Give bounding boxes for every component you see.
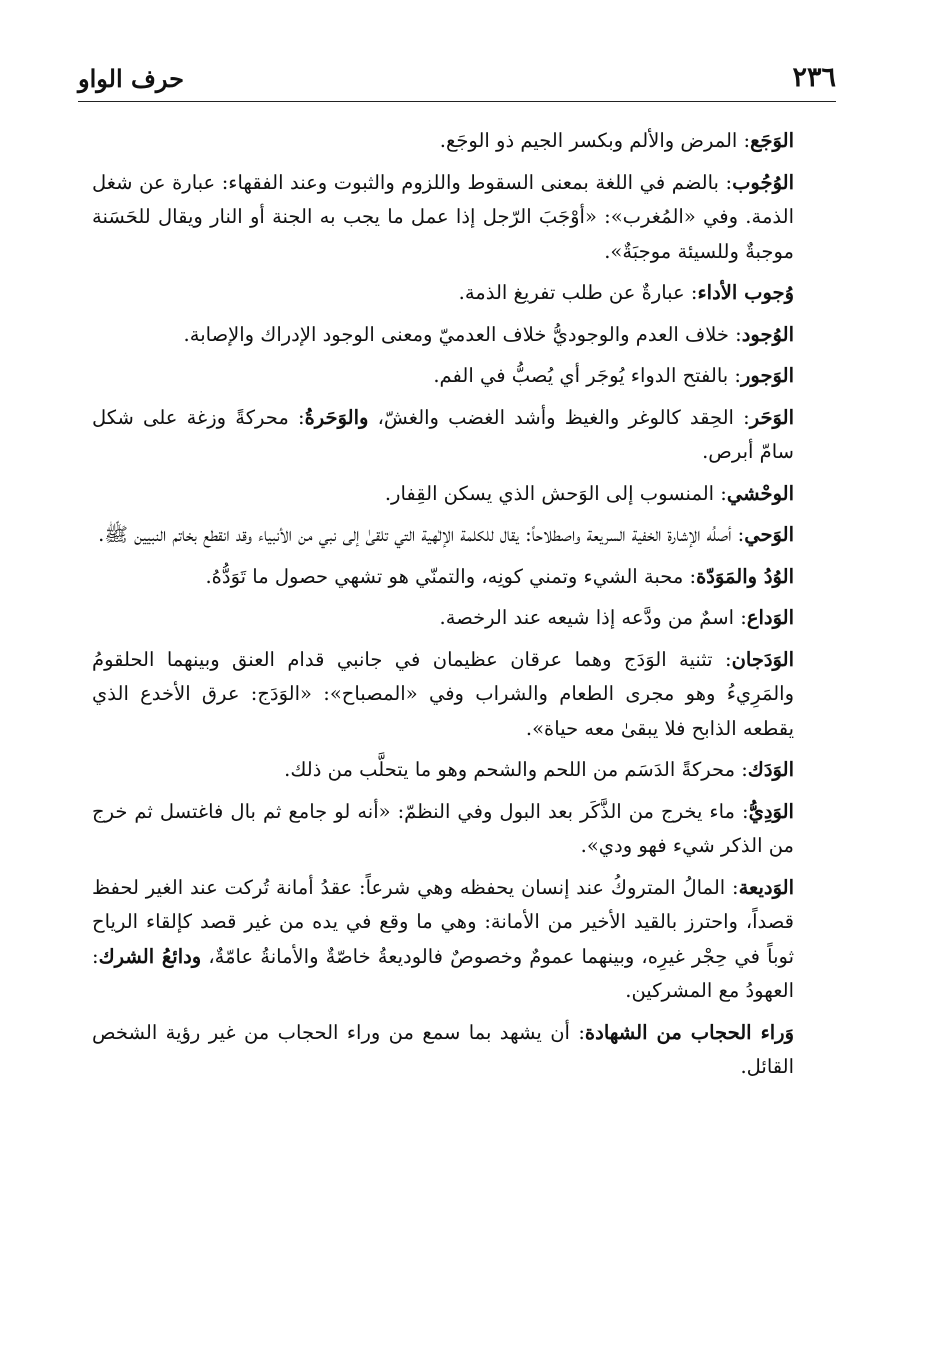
entry-definition: محركةً الدَسَم من اللحم والشحم وهو ما يتحلَّب من ذلك. [284,758,736,781]
entry-term: الوَديعة [738,875,794,899]
entry-wujub: الوُجُوب: بالضم في اللغة بمعنى السقوط واللزوم والثبوت وعند الفقهاء: عبارة عن شغل الذمة. وفي «المُغرب»: «أوْجَبَ الرّجل إذا عمل ما يجب به الجنة أو النار ويقال للحَسَنة موجبةٌ وللسيئة موجبَةٌ». [92,170,794,263]
entry-definition: المرض والألم وبكسر الجيم ذو الوجَع. [439,129,738,152]
entry-term: الوَداع [746,606,794,629]
entry-wadia: الوَديعة: المالُ المتروكُ عند إنسان يحفظه وهي شرعاً: عقدُ أمانة تُركت عند الغير لحفظ قصداً، واحترز بالقيد الأخير من الأمانة: وهي ما وقع في يده من غير قصد كإلقاء الرياح ثوباً في حِجْر غيرِه، وبينهما عمومٌ وخصوصٌ فالوديعةُ خاصّةٌ والأمانةُ عامّةٌ، ودائعُ الشرك: العهودُ مع المشركين. [92,875,795,1002]
entry-subterm: والوَحَرةُ [304,405,369,429]
entry-subterm: ودائعُ الشرك [98,944,202,968]
entry-definition: عبارةٌ عن طلب تفريغ الذمة. [458,281,685,304]
entry-definition: خلاف العدم والوجوديُّ خلاف العدميّ ومعنى الوجود الإدراك والإصابة. [183,322,729,346]
entry-wujub-al-ada: وُجوب الأداء: عبارةٌ عن طلب تفريغ الذمة. [458,281,794,304]
entry-definition: محبة الشيء وتمني كونِه، والتمنّي هو تشهي حصول ما تَوَدُّهُ. [205,564,684,588]
entry-wajur: الوَجور: بالفتح الدواء يُوجَر أي يُصبُّ في الفم. [433,364,794,387]
entry-definition: المنسوب إلى الوَحش الذي يسكن القِفار. [384,481,715,505]
entry-wada: الوَداع: اسمٌ من ودَّعه إذا شيعه عند الرخصة. [439,606,794,629]
entry-definition: الحِقد كالوغر والغيظ وأشد الغضب والغشّ، [377,405,734,429]
entry-definition: اسمٌ من ودَّعه إذا شيعه عند الرخصة. [439,606,735,629]
dictionary-entries [92,124,836,1092]
entry-definition: تثنية الوَدَج وهما عرقان عظيمان في جانبي قدام العنق وبينهما الحلقومُ والمَرِيءُ وهو مجرى الطعام والشراب وفي «المصباح»: «الوَدَج: عرق الأخدع الذي يقطعه الذابح فلا يبقىٰ معه حياة». [92,647,794,740]
entry-term: الوَجور [741,364,794,387]
entry-term: الوَدَجان [731,647,794,671]
entry-term: الوَحَر [749,405,794,429]
entry-wahar: الوَحَر: الحِقد كالوغر والغيظ وأشد الغضب والغشّ، والوَحَرةُ: محركةً وزغة على شكل سامّ أبرص. [92,405,794,463]
entry-term: الوَجَع [750,129,794,152]
entry-term: وُجوب الأداء [697,281,794,304]
entry-term: وَراء الحجاب من الشهادة [584,1020,794,1044]
entry-definition: المالُ المتروكُ عند إنسان يحفظه وهي شرعاً: عقدُ أمانة تُركت عند الغير لحفظ قصداً، واحترز بالقيد الأخير من الأمانة: وهي ما وقع في يده من غير قصد كإلقاء الرياح ثوباً في حِجْر غيرِه، وبينهما عمومٌ وخصوصٌ فالوديعةُ خاصّةٌ والأمانةُ عامّةٌ، [92,875,795,968]
entry-definition: بالفتح الدواء يُوجَر أي يُصبُّ في الفم. [433,364,729,387]
page-number: ٢٣٦ [792,62,836,93]
page-header [78,62,836,96]
entry-subdefinition: محركةً وزغة على شكل سامّ أبرص. [92,405,794,463]
entry-definition: بالضم في اللغة بمعنى السقوط واللزوم والثبوت وعند الفقهاء: عبارة عن شغل الذمة. وفي «المُغرب»: «أوْجَبَ الرّجل إذا عمل ما يجب به الجنة أو النار ويقال للحَسَنة موجبةٌ وللسيئة موجبَةٌ». [92,170,794,263]
entry-wahshi: الوحْشي: المنسوب إلى الوَحش الذي يسكن القِفار. [384,481,794,505]
entry-definition: ماء يخرج من الذَّكَر بعد البول وفي النظمّ: «أنه لو جامع ثم بال فاغتسل ثم خرج من الذكر شيء فهو ودي». [92,799,794,857]
entry-wara-al-hijab: وَراء الحجاب من الشهادة: أن يشهد بما سمع من وراء الحجاب من غير رؤية الشخص القائل. [92,1020,794,1078]
entry-wadi: الوَدِيُّ: ماء يخرج من الذَّكَر بعد البول وفي النظمّ: «أنه لو جامع ثم بال فاغتسل ثم خرج من الذكر شيء فهو ودي». [92,799,794,857]
entry-wudd: الوُدُ والمَوَدّة: محبة الشيء وتمني كونِه، والتمنّي هو تشهي حصول ما تَوَدُّهُ. [205,564,794,588]
entry-wujud: الوُجود: خلاف العدم والوجوديُّ خلاف العدميّ ومعنى الوجود الإدراك والإصابة. [183,322,794,346]
entry-term: الوُجود [741,322,794,346]
header-rule [78,101,836,102]
entry-term: الوحْشي [726,481,794,505]
running-title: حرف الواو [78,64,184,93]
entry-term: الوَحي [744,523,794,546]
entry-definition: أن يشهد بما سمع من وراء الحجاب من غير رؤية الشخص القائل. [92,1020,794,1078]
entry-term: الوَدَك [747,758,794,781]
entry-wadajan: الوَدَجان: تثنية الوَدَج وهما عرقان عظيمان في جانبي قدام العنق وبينهما الحلقومُ والمَرِيءُ وهو مجرى الطعام والشراب وفي «المصباح»: «الوَدَج: عرق الأخدع الذي يقطعه الذابح فلا يبقىٰ معه حياة». [92,647,794,740]
entry-wajaa: الوَجَع: المرض والألم وبكسر الجيم ذو الوجَع. [439,129,794,152]
entry-term: الوُجُوب [732,170,794,194]
entry-term: الوُدُ والمَوَدّة [696,564,794,588]
entry-term: الوَدِيُّ [748,799,794,823]
entry-wadak: الوَدَك: محركةً الدَسَم من اللحم والشحم وهو ما يتحلَّب من ذلك. [284,758,794,781]
entry-wahy: الوَحي: أصلُه الإشارة الخفية السريعة واصطلاحاً: يقال للكلمة الإلٰهية التي تلقىٰ إلى نبي من الأنبياء وقد انقطع بخاتم النبيين ﷺ. [98,523,794,546]
entry-definition: أصلُه الإشارة الخفية السريعة واصطلاحاً: يقال للكلمة الإلٰهية التي تلقىٰ إلى نبي من الأنبياء وقد انقطع بخاتم النبيين ﷺ. [98,523,732,546]
entry-subdefinition: العهودُ مع المشركين. [625,979,794,1002]
